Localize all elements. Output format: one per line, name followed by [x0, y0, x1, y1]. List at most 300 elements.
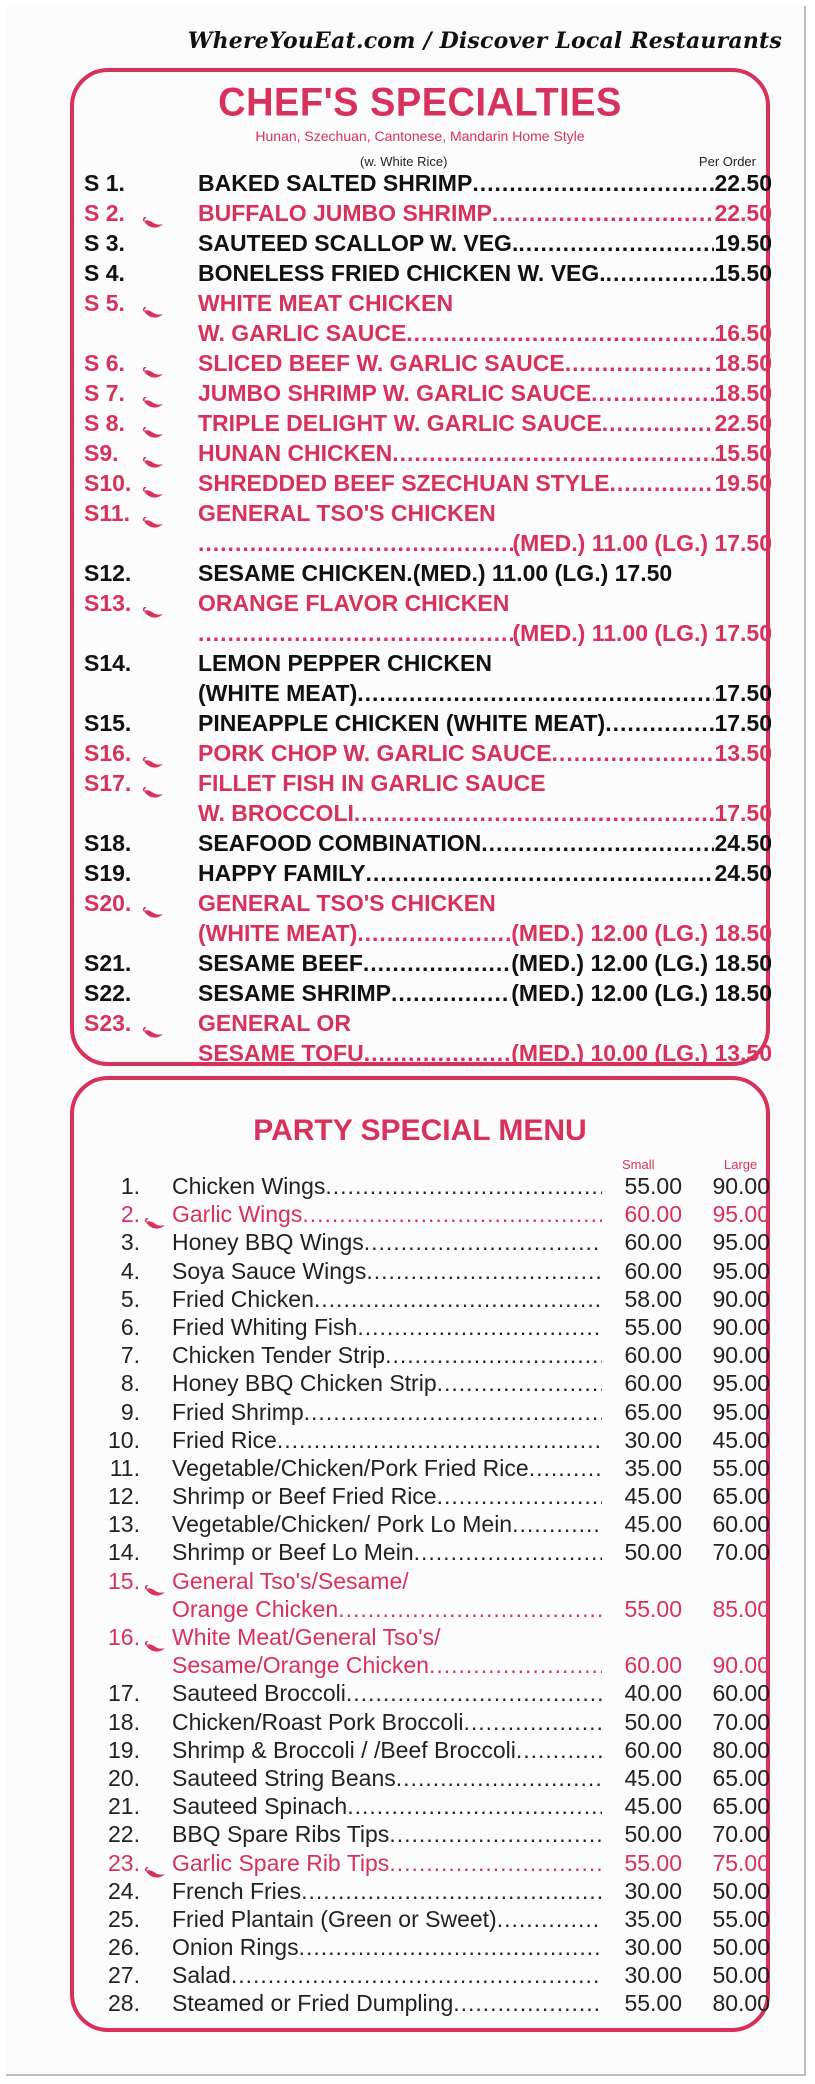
large-price: 70.00	[712, 1539, 770, 1566]
party-item	[172, 1369, 602, 1397]
item-number: 4.	[120, 1257, 140, 1284]
item-number: S 3.	[84, 230, 125, 256]
item-number: 16.	[108, 1624, 140, 1650]
party-item	[172, 1708, 602, 1736]
item-number: 15.	[108, 1567, 140, 1594]
item-number: 13.	[108, 1511, 140, 1538]
leader-dots	[357, 918, 511, 948]
small-price: 30.00	[624, 1877, 682, 1904]
party-item	[172, 1567, 602, 1595]
specialty-row	[84, 468, 784, 498]
item-name: BAKED SALTED SHRIMP	[198, 170, 473, 196]
large-price: 90.00	[712, 1342, 770, 1369]
specialty-item	[198, 768, 772, 798]
leader-dots	[304, 1398, 602, 1426]
item-number: S 4.	[84, 260, 125, 286]
leader-dots	[481, 828, 714, 858]
leader-dots	[437, 1369, 602, 1397]
specialty-item	[198, 1038, 772, 1068]
leader-dots	[392, 438, 714, 468]
item-name: Honey BBQ Wings	[172, 1229, 364, 1256]
party-row	[74, 1933, 774, 1961]
leader-dots	[347, 1792, 602, 1820]
item-number: 12.	[108, 1483, 140, 1510]
small-price: 60.00	[624, 1342, 682, 1369]
item-price: 16.50	[714, 320, 772, 346]
item-price: 22.50	[714, 200, 772, 226]
spicy-indicator	[142, 206, 164, 218]
item-number: S22.	[84, 980, 132, 1006]
specialty-row	[84, 228, 784, 258]
leader-dots	[364, 1038, 512, 1068]
party-row	[74, 1313, 774, 1341]
specialty-row	[84, 858, 784, 888]
item-name: Fried Plantain (Green or Sweet)	[172, 1905, 497, 1932]
item-number: 3.	[120, 1229, 140, 1256]
party-item	[172, 1398, 602, 1426]
leader-dots	[198, 618, 513, 648]
party-item	[172, 1200, 602, 1228]
item-price: (MED.) 10.00 (LG.) 13.50	[511, 1040, 772, 1066]
small-price: 35.00	[624, 1454, 682, 1481]
party-row	[74, 1228, 774, 1256]
item-price: 15.50	[714, 440, 772, 466]
large-price: 50.00	[712, 1934, 770, 1961]
item-number: 23.	[108, 1849, 140, 1876]
item-name: White Meat/General Tso's/	[172, 1624, 441, 1650]
leader-dots	[363, 948, 511, 978]
item-name: BONELESS FRIED CHICKEN W. VEG.	[198, 260, 606, 286]
item-name: SHREDDED BEEF SZECHUAN STYLE	[198, 470, 610, 496]
item-name: W. GARLIC SAUCE	[198, 320, 407, 346]
large-price: 70.00	[712, 1708, 770, 1735]
party-item	[172, 1538, 602, 1566]
small-price: 45.00	[624, 1764, 682, 1791]
party-row	[74, 1961, 774, 1989]
item-number: 25.	[108, 1905, 140, 1932]
item-name: BBQ Spare Ribs Tips	[172, 1821, 390, 1848]
item-price: (MED.) 11.00 (LG.) 17.50	[512, 530, 772, 556]
spicy-indicator	[142, 446, 164, 458]
large-price: 90.00	[712, 1173, 770, 1199]
item-name: General Tso's/Sesame/	[172, 1567, 409, 1594]
item-number: 18.	[108, 1708, 140, 1735]
item-number: 2.	[120, 1201, 140, 1228]
item-name: Steamed or Fried Dumpling	[172, 1990, 454, 2017]
party-row	[74, 1736, 774, 1764]
leader-dots	[497, 1905, 602, 1933]
specialty-row	[84, 588, 784, 618]
large-price: 80.00	[712, 1990, 770, 2017]
specialty-row	[84, 828, 784, 858]
item-name: Orange Chicken	[172, 1595, 339, 1622]
spicy-indicator	[144, 1857, 166, 1869]
item-price: 17.50	[714, 680, 772, 706]
specialty-row	[84, 678, 784, 708]
party-row	[74, 1510, 774, 1538]
specialty-row	[84, 348, 784, 378]
small-price: 30.00	[624, 1962, 682, 1989]
large-price: 60.00	[712, 1511, 770, 1538]
item-number: S 2.	[84, 200, 125, 226]
small-price: 55.00	[624, 1990, 682, 2017]
specialty-item	[198, 348, 772, 378]
specialty-row	[84, 948, 784, 978]
item-number: 28.	[108, 1990, 140, 2017]
party-item	[172, 1764, 602, 1792]
leader-dots	[302, 1200, 602, 1228]
specialty-item	[198, 258, 772, 288]
leader-dots	[516, 1736, 602, 1764]
item-name: Salad	[172, 1962, 231, 1989]
item-number: S13.	[84, 590, 132, 616]
item-name: Fried Chicken	[172, 1285, 314, 1312]
item-name: SESAME TOFU	[198, 1040, 364, 1066]
item-number: S17.	[84, 770, 132, 796]
specialty-row	[84, 558, 784, 588]
chefs-specialties-panel	[70, 68, 770, 1066]
spicy-indicator	[142, 596, 164, 608]
specialty-row	[84, 168, 784, 198]
specialty-row	[84, 738, 784, 768]
item-name: HAPPY FAMILY	[198, 860, 366, 886]
party-row	[74, 1679, 774, 1707]
large-column-header: Large	[724, 1157, 758, 1172]
leader-dots	[389, 1820, 602, 1848]
leader-dots	[565, 348, 715, 378]
party-row	[74, 1877, 774, 1905]
item-price: 19.50	[714, 230, 772, 256]
party-item	[172, 1905, 602, 1933]
item-price: 22.50	[714, 410, 772, 436]
large-price: 60.00	[712, 1680, 770, 1707]
party-row	[74, 1482, 774, 1510]
leader-dots	[463, 1708, 602, 1736]
specialty-item	[198, 1008, 772, 1038]
leader-dots	[325, 1172, 602, 1200]
specialty-row	[84, 528, 784, 558]
specialty-item	[198, 558, 772, 588]
item-number: S18.	[84, 830, 132, 856]
item-name: Sauteed String Beans	[172, 1764, 396, 1791]
party-item	[172, 1285, 602, 1313]
item-number: 8.	[120, 1370, 140, 1397]
specialty-row	[84, 1038, 784, 1068]
item-name: Chicken Tender Strip	[172, 1342, 386, 1369]
specialty-row	[84, 888, 784, 918]
party-item	[172, 1341, 602, 1369]
party-row	[74, 1285, 774, 1313]
spicy-indicator	[142, 896, 164, 908]
party-row	[74, 1708, 774, 1736]
leader-dots	[602, 408, 715, 438]
item-number: 24.	[108, 1877, 140, 1904]
item-number: S20.	[84, 890, 132, 916]
item-name: HUNAN CHICKEN	[198, 440, 393, 466]
party-row	[74, 1905, 774, 1933]
party-row	[74, 1595, 774, 1623]
large-price: 65.00	[712, 1793, 770, 1820]
spicy-indicator	[144, 1631, 166, 1643]
specialty-row	[84, 498, 784, 528]
party-row	[74, 1172, 774, 1200]
item-number: 20.	[108, 1764, 140, 1791]
large-price: 50.00	[712, 1962, 770, 1989]
party-item	[172, 1961, 602, 1989]
spicy-indicator	[142, 506, 164, 518]
small-price: 30.00	[624, 1426, 682, 1453]
item-name: Shrimp or Beef Lo Mein	[172, 1539, 414, 1566]
specialty-item	[198, 708, 772, 738]
specialty-row	[84, 198, 784, 228]
item-name: Sesame/Orange Chicken	[172, 1652, 429, 1679]
item-number: S10.	[84, 470, 132, 496]
item-number: S23.	[84, 1010, 132, 1036]
party-item	[172, 1933, 602, 1961]
item-name: Vegetable/Chicken/ Pork Lo Mein	[172, 1511, 513, 1538]
item-price: 22.50	[714, 170, 772, 196]
small-column-header: Small	[622, 1157, 655, 1172]
menu-page	[6, 6, 806, 2076]
item-number: S 5.	[84, 290, 125, 316]
leader-dots	[429, 1651, 602, 1679]
item-name: Garlic Wings	[172, 1201, 303, 1228]
leader-dots	[518, 228, 714, 258]
item-number: S 8.	[84, 410, 125, 436]
leader-dots	[357, 1313, 602, 1341]
item-name: Chicken Wings	[172, 1173, 326, 1199]
item-number: 21.	[108, 1793, 140, 1820]
small-price: 60.00	[624, 1652, 682, 1679]
specialty-item	[198, 378, 772, 408]
leader-dots	[472, 168, 714, 198]
leader-dots	[414, 1538, 602, 1566]
specialty-item	[198, 228, 772, 258]
specialty-row	[84, 258, 784, 288]
small-price: 40.00	[624, 1680, 682, 1707]
large-price: 95.00	[712, 1201, 770, 1228]
specialty-item	[198, 798, 772, 828]
item-name: JUMBO SHRIMP W. GARLIC SAUCE	[198, 380, 592, 406]
leader-dots	[366, 1257, 602, 1285]
spicy-indicator	[142, 776, 164, 788]
small-price: 65.00	[624, 1398, 682, 1425]
large-price: 75.00	[712, 1849, 770, 1876]
specialty-item	[198, 618, 772, 648]
specialty-item	[198, 468, 772, 498]
item-name: ORANGE FLAVOR CHICKEN	[198, 590, 510, 616]
large-price: 50.00	[712, 1877, 770, 1904]
leader-dots	[406, 318, 714, 348]
item-name: Chicken/Roast Pork Broccoli	[172, 1708, 464, 1735]
leader-dots	[609, 468, 714, 498]
item-number: S 1.	[84, 170, 125, 196]
item-name: Shrimp & Broccoli / /Beef Broccoli	[172, 1736, 516, 1763]
small-price: 60.00	[624, 1229, 682, 1256]
item-number: S14.	[84, 650, 132, 676]
party-item	[172, 1426, 602, 1454]
specialty-item	[198, 858, 772, 888]
large-price: 90.00	[712, 1313, 770, 1340]
party-row	[74, 1369, 774, 1397]
party-item	[172, 1228, 602, 1256]
item-number: 6.	[120, 1313, 140, 1340]
item-number: S21.	[84, 950, 132, 976]
party-item	[172, 1313, 602, 1341]
specialty-item	[198, 588, 772, 618]
party-item	[172, 1877, 602, 1905]
item-price: 17.50	[714, 800, 772, 826]
leader-dots	[396, 1764, 602, 1792]
item-number: 7.	[120, 1342, 140, 1369]
specialty-item	[198, 918, 772, 948]
party-special-list	[74, 1172, 774, 2018]
item-name: SEAFOOD COMBINATION	[198, 830, 482, 856]
item-name: LEMON PEPPER CHICKEN	[198, 650, 492, 676]
specialty-item	[198, 678, 772, 708]
specialty-row	[84, 768, 784, 798]
large-price: 85.00	[712, 1595, 770, 1622]
leader-dots	[198, 528, 513, 558]
large-price: 90.00	[712, 1652, 770, 1679]
leader-dots	[354, 798, 715, 828]
specialty-row	[84, 408, 784, 438]
specialty-item	[198, 408, 772, 438]
party-row	[74, 1989, 774, 2017]
specialty-row	[84, 318, 784, 348]
leader-dots	[389, 1849, 602, 1877]
party-row	[74, 1623, 774, 1651]
per-order-label: Per Order	[698, 154, 756, 169]
small-price: 55.00	[624, 1595, 682, 1622]
leader-dots	[512, 1510, 602, 1538]
specialty-row	[84, 708, 784, 738]
large-price: 80.00	[712, 1736, 770, 1763]
large-price: 65.00	[712, 1483, 770, 1510]
specialty-row	[84, 378, 784, 408]
party-item	[172, 1792, 602, 1820]
small-price: 50.00	[624, 1821, 682, 1848]
specialty-row	[84, 1008, 784, 1038]
item-number: 9.	[120, 1398, 140, 1425]
item-number: S11.	[84, 500, 131, 526]
specialty-item	[198, 948, 772, 978]
spicy-indicator	[144, 1575, 166, 1587]
party-item	[172, 1679, 602, 1707]
party-row	[74, 1567, 774, 1595]
item-name: (WHITE MEAT)	[198, 920, 358, 946]
specialty-row	[84, 648, 784, 678]
item-price: (MED.) 11.00 (LG.) 17.50	[512, 620, 772, 646]
leader-dots	[346, 1679, 602, 1707]
specialty-item	[198, 318, 772, 348]
item-name: SESAME BEEF	[198, 950, 363, 976]
item-number: 14.	[108, 1539, 140, 1566]
small-price: 60.00	[624, 1201, 682, 1228]
item-price: 24.50	[714, 860, 772, 886]
spicy-indicator	[142, 296, 164, 308]
item-name: W. BROCCOLI	[198, 800, 354, 826]
item-price: (MED.) 12.00 (LG.) 18.50	[511, 980, 772, 1006]
item-name: PINEAPPLE CHICKEN (WHITE MEAT)	[198, 710, 606, 736]
large-price: 55.00	[712, 1454, 770, 1481]
item-name: GENERAL TSO'S CHICKEN	[198, 890, 496, 916]
item-name: SLICED BEEF W. GARLIC SAUCE	[198, 350, 565, 376]
white-rice-note: (w. White Rice)	[360, 154, 448, 169]
leader-dots	[552, 738, 715, 768]
small-price: 45.00	[624, 1511, 682, 1538]
party-row	[74, 1849, 774, 1877]
specialty-item	[198, 738, 772, 768]
specialty-row	[84, 798, 784, 828]
small-price: 60.00	[624, 1370, 682, 1397]
party-special-title: PARTY SPECIAL MENU	[253, 1114, 587, 1147]
leader-dots	[299, 1933, 602, 1961]
specialty-item	[198, 528, 772, 558]
leader-dots	[385, 1341, 602, 1369]
item-number: 19.	[108, 1736, 140, 1763]
item-number: S12.	[84, 560, 132, 586]
item-name: GENERAL OR	[198, 1010, 351, 1036]
leader-dots	[492, 198, 715, 228]
party-row	[74, 1792, 774, 1820]
small-price: 58.00	[624, 1285, 682, 1312]
party-row	[74, 1651, 774, 1679]
small-price: 60.00	[624, 1257, 682, 1284]
party-item	[172, 1651, 602, 1679]
party-row	[74, 1426, 774, 1454]
party-item	[172, 1482, 602, 1510]
item-name: Fried Shrimp	[172, 1398, 304, 1425]
spicy-indicator	[142, 746, 164, 758]
item-price: 19.50	[714, 470, 772, 496]
party-row	[74, 1764, 774, 1792]
item-name: Honey BBQ Chicken Strip	[172, 1370, 437, 1397]
item-name: SESAME SHRIMP	[198, 980, 391, 1006]
item-number: S16.	[84, 740, 132, 766]
site-header[interactable]: WhereYouEat.com / Discover Local Restaurants	[187, 28, 782, 54]
leader-dots	[231, 1961, 602, 1989]
item-number: 17.	[108, 1680, 140, 1707]
large-price: 70.00	[712, 1821, 770, 1848]
chefs-specialties-list	[84, 168, 784, 1068]
item-name: Sauteed Broccoli	[172, 1680, 346, 1707]
item-price: 15.50	[714, 260, 772, 286]
specialty-item	[198, 198, 772, 228]
party-special-panel	[70, 1076, 770, 2032]
item-number: 1.	[120, 1173, 140, 1199]
specialty-item	[198, 648, 772, 678]
large-price: 45.00	[712, 1426, 770, 1453]
specialty-item	[198, 888, 772, 918]
item-price: 24.50	[714, 830, 772, 856]
item-price: 18.50	[714, 380, 772, 406]
party-row	[74, 1341, 774, 1369]
leader-dots	[301, 1877, 602, 1905]
item-name: PORK CHOP W. GARLIC SAUCE	[198, 740, 552, 766]
item-number: S19.	[84, 860, 132, 886]
item-number: 5.	[120, 1285, 140, 1312]
leader-dots	[365, 858, 714, 888]
party-row	[74, 1398, 774, 1426]
small-price: 60.00	[624, 1736, 682, 1763]
party-item	[172, 1172, 602, 1200]
specialty-row	[84, 618, 784, 648]
small-price: 50.00	[624, 1539, 682, 1566]
item-number: 22.	[108, 1821, 140, 1848]
item-name: SAUTEED SCALLOP W. VEG.	[198, 230, 519, 256]
item-name: Sauteed Spinach	[172, 1793, 348, 1820]
